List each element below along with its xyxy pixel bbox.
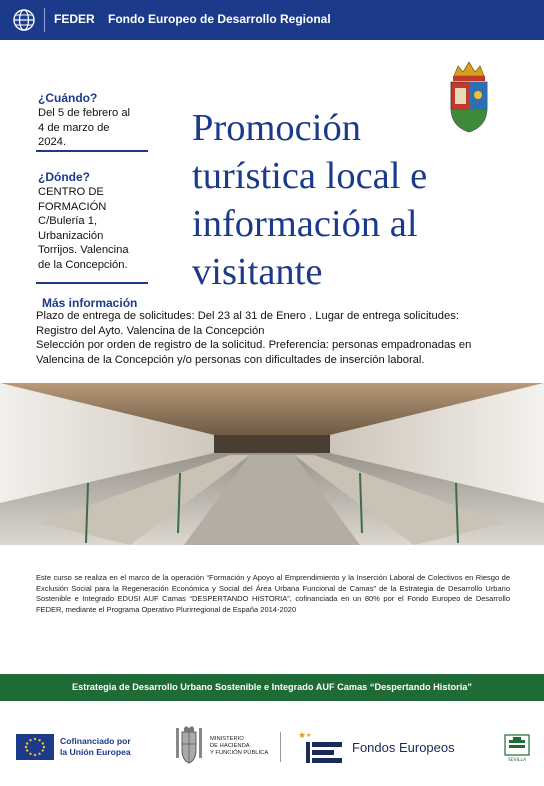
info-line: Registro del Ayto. Valencina de la Concepción: [36, 324, 265, 337]
where-line: de la Concepción.: [38, 258, 128, 271]
fondos-europeos-text: Fondos Europeos: [352, 740, 455, 755]
when-heading: ¿Cuándo?: [38, 91, 98, 105]
when-line: Del 5 de febrero al: [38, 107, 131, 119]
where-line: C/Bulería 1,: [38, 215, 98, 227]
eu-cofinanced-text: [60, 736, 140, 757]
divider: [36, 282, 148, 284]
logo-divider: [280, 732, 281, 762]
more-info-heading: Más información: [42, 296, 138, 310]
header-divider: [44, 8, 45, 32]
where-line: Torrijos. Valencina: [38, 244, 129, 256]
header-bar: [0, 0, 544, 40]
svg-text:★: ★: [306, 732, 312, 739]
globe-icon: [12, 8, 36, 32]
title-line: Promoción: [192, 107, 361, 149]
logo-strip: [0, 720, 544, 770]
when-text: [38, 106, 150, 150]
where-line: Urbanización: [38, 229, 104, 242]
where-line: CENTRO DE: [38, 186, 104, 198]
program-label: FEDER: [54, 12, 95, 26]
spain-coat-of-arms-icon: [172, 726, 206, 766]
svg-text:★: ★: [298, 731, 307, 741]
ministry-text: [210, 736, 276, 758]
dolmen-photo: [0, 383, 544, 545]
where-text: [38, 185, 150, 272]
info-line: Plazo de entrega de solicitudes: Del 23 al 31 de Enero . Lugar de entrega solicitudes:: [36, 310, 459, 322]
fondos-europeos-icon: [298, 728, 348, 768]
eu-line: la Unión Europea: [60, 746, 131, 757]
junta-andalucia-logo-icon: [504, 734, 530, 762]
divider: [36, 150, 148, 152]
fund-name: Fondo Europeo de Desarrollo Regional: [108, 12, 331, 26]
info-line: Valencina de la Concepción y/o personas con dificultades de inserción laboral.: [36, 353, 425, 366]
ja-logo-text: SEVILLA: [507, 758, 527, 762]
ministry-line: Y FUNCIÓN PÚBLICA: [210, 750, 269, 757]
when-line: 2024.: [38, 136, 66, 148]
funding-disclaimer: Este curso se realiza en el marco de la operación “Formación y Apoyo al Emprendimiento y la Inserción Laboral de Colectivos en Riesgo de Exclusión Social para la Regeneración Económica y Social del Área Urbana Funcional de Camas” de la Estrategia de Desarrollo Urbano Sostenible e Integrado EDUSI AUF Camas “DESPERTANDO HISTORIA”, cofinanciada en un 80% por el Fondo Europeo de Desarrollo FEDER, mediante el Programa Operativo Plurirregional de España 2014-2020: [36, 573, 510, 614]
eu-flag-icon: [16, 734, 54, 760]
where-heading: ¿Dónde?: [38, 170, 90, 184]
more-info-text: [36, 309, 536, 367]
title-line: turística local e: [192, 155, 428, 197]
when-line: 4 de marzo de: [38, 121, 110, 134]
strategy-banner: Estrategia de Desarrollo Urbano Sostenible e Integrado AUF Camas “Despertando Historia”: [0, 674, 544, 701]
eu-line: Cofinanciado por: [60, 736, 131, 746]
ministry-line: MINISTERIO: [210, 736, 244, 742]
info-line: Selección por orden de registro de la solicitud. Preferencia: personas empadronadas en: [36, 339, 472, 352]
ministry-line: DE HACIENDA: [210, 743, 250, 750]
title-line: visitante: [192, 251, 323, 293]
where-line: FORMACIÓN: [38, 200, 107, 213]
title-line: información al: [192, 203, 418, 245]
page-title: [192, 104, 522, 296]
